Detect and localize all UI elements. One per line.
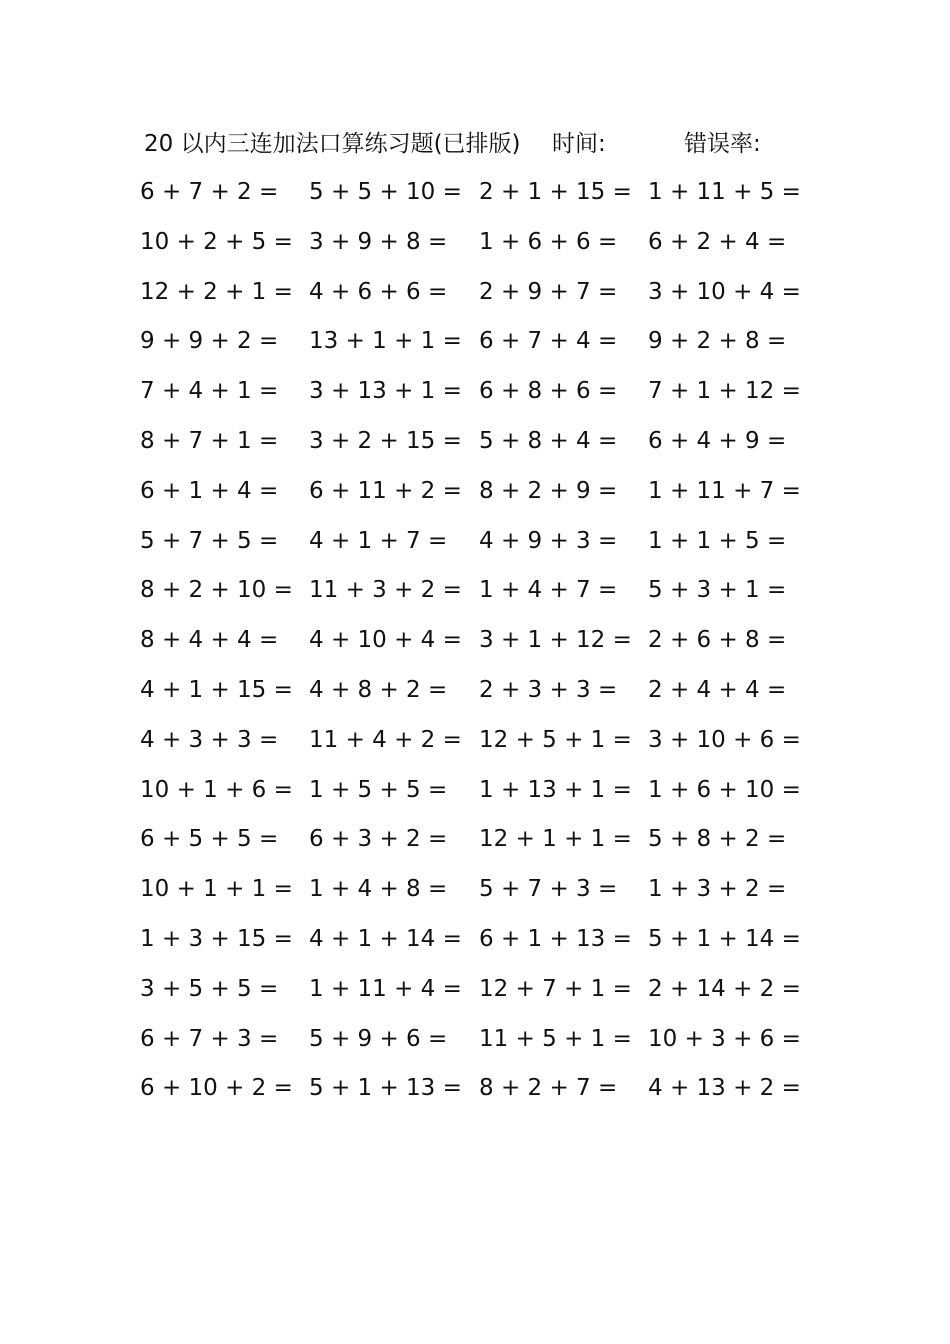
addition-problem: 6 + 10 + 2 = [140,1075,293,1102]
addition-problem: 5 + 1 + 13 = [309,1075,462,1102]
addition-problem: 2 + 3 + 3 = [479,676,618,703]
addition-problem: 3 + 1 + 12 = [479,627,632,654]
addition-problem: 3 + 5 + 5 = [140,975,279,1002]
addition-problem: 5 + 1 + 14 = [648,925,801,952]
addition-problem: 3 + 9 + 8 = [309,228,448,255]
problem-row [140,419,787,469]
problem-row [140,519,787,569]
problem-grid [140,170,801,1116]
addition-problem: 8 + 2 + 7 = [479,1075,618,1102]
addition-problem: 1 + 3 + 2 = [648,876,787,903]
problem-row [140,469,801,519]
addition-problem: 1 + 1 + 5 = [648,527,787,554]
problem-row [140,967,801,1017]
addition-problem: 12 + 2 + 1 = [140,278,293,305]
addition-problem: 6 + 2 + 4 = [648,228,787,255]
addition-problem: 4 + 9 + 3 = [479,527,618,554]
addition-problem: 1 + 11 + 5 = [648,179,801,205]
addition-problem: 6 + 7 + 4 = [479,328,618,355]
addition-problem: 4 + 3 + 3 = [140,726,279,753]
problem-row [140,917,801,967]
addition-problem: 6 + 7 + 2 = [140,179,279,205]
addition-problem: 8 + 4 + 4 = [140,627,279,654]
addition-problem: 5 + 8 + 4 = [479,427,618,454]
addition-problem: 3 + 10 + 6 = [648,726,801,753]
problem-row [140,568,787,618]
addition-problem: 9 + 2 + 8 = [648,328,787,355]
problem-row [140,867,787,917]
addition-problem: 2 + 1 + 15 = [479,179,632,205]
problem-row [140,768,801,818]
addition-problem: 8 + 2 + 9 = [479,477,618,504]
addition-problem: 10 + 3 + 6 = [648,1025,801,1052]
addition-problem: 1 + 5 + 5 = [309,776,448,803]
problem-row [140,1017,801,1067]
addition-problem: 2 + 6 + 8 = [648,627,787,654]
addition-problem: 4 + 1 + 7 = [309,527,448,554]
addition-problem: 6 + 1 + 4 = [140,477,279,504]
addition-problem: 12 + 7 + 1 = [479,975,632,1002]
addition-problem: 6 + 3 + 2 = [309,826,448,853]
problem-row [140,220,787,270]
addition-problem: 4 + 1 + 15 = [140,676,293,703]
addition-problem: 10 + 1 + 6 = [140,776,293,803]
addition-problem: 5 + 3 + 1 = [648,577,787,604]
problem-row [140,618,787,668]
time-label: 时间: [552,131,606,157]
addition-problem: 7 + 1 + 12 = [648,378,801,405]
problem-row [140,718,801,768]
error-rate-label: 错误率: [684,131,761,157]
addition-problem: 2 + 14 + 2 = [648,975,801,1002]
addition-problem: 1 + 13 + 1 = [479,776,632,803]
addition-problem: 1 + 6 + 10 = [648,776,801,803]
addition-problem: 4 + 8 + 2 = [309,676,448,703]
addition-problem: 1 + 4 + 7 = [479,577,618,604]
addition-problem: 4 + 10 + 4 = [309,627,462,654]
addition-problem: 6 + 4 + 9 = [648,427,787,454]
addition-problem: 5 + 7 + 3 = [479,876,618,903]
addition-problem: 12 + 1 + 1 = [479,826,632,853]
problem-row [140,817,787,867]
addition-problem: 6 + 11 + 2 = [309,477,462,504]
addition-problem: 1 + 6 + 6 = [479,228,618,255]
problem-row [140,319,787,369]
addition-problem: 3 + 2 + 15 = [309,427,462,454]
addition-problem: 1 + 3 + 15 = [140,925,293,952]
worksheet-header [0,124,950,164]
addition-problem: 1 + 11 + 4 = [309,975,462,1002]
addition-problem: 11 + 5 + 1 = [479,1025,632,1052]
addition-problem: 8 + 7 + 1 = [140,427,279,454]
problem-row [140,1066,801,1116]
addition-problem: 2 + 4 + 4 = [648,676,787,703]
worksheet-title: 20 以内三连加法口算练习题(已排版) [144,131,521,157]
addition-problem: 13 + 1 + 1 = [309,328,462,355]
addition-problem: 9 + 9 + 2 = [140,328,279,355]
problem-row [140,668,787,718]
addition-problem: 10 + 2 + 5 = [140,228,293,255]
addition-problem: 6 + 1 + 13 = [479,925,632,952]
problem-row [140,369,801,419]
addition-problem: 5 + 7 + 5 = [140,527,279,554]
addition-problem: 11 + 3 + 2 = [309,577,462,604]
addition-problem: 12 + 5 + 1 = [479,726,632,753]
addition-problem: 5 + 5 + 10 = [309,179,462,205]
addition-problem: 4 + 6 + 6 = [309,278,448,305]
addition-problem: 4 + 13 + 2 = [648,1075,801,1102]
problem-row [140,270,801,320]
addition-problem: 8 + 2 + 10 = [140,577,293,604]
addition-problem: 6 + 7 + 3 = [140,1025,279,1052]
problem-row [140,170,801,220]
addition-problem: 6 + 5 + 5 = [140,826,279,853]
addition-problem: 5 + 8 + 2 = [648,826,787,853]
addition-problem: 6 + 8 + 6 = [479,378,618,405]
addition-problem: 11 + 4 + 2 = [309,726,462,753]
addition-problem: 1 + 11 + 7 = [648,477,801,504]
addition-problem: 3 + 10 + 4 = [648,278,801,305]
addition-problem: 10 + 1 + 1 = [140,876,293,903]
addition-problem: 2 + 9 + 7 = [479,278,618,305]
addition-problem: 3 + 13 + 1 = [309,378,462,405]
addition-problem: 7 + 4 + 1 = [140,378,279,405]
addition-problem: 1 + 4 + 8 = [309,876,448,903]
addition-problem: 5 + 9 + 6 = [309,1025,448,1052]
addition-problem: 4 + 1 + 14 = [309,925,462,952]
